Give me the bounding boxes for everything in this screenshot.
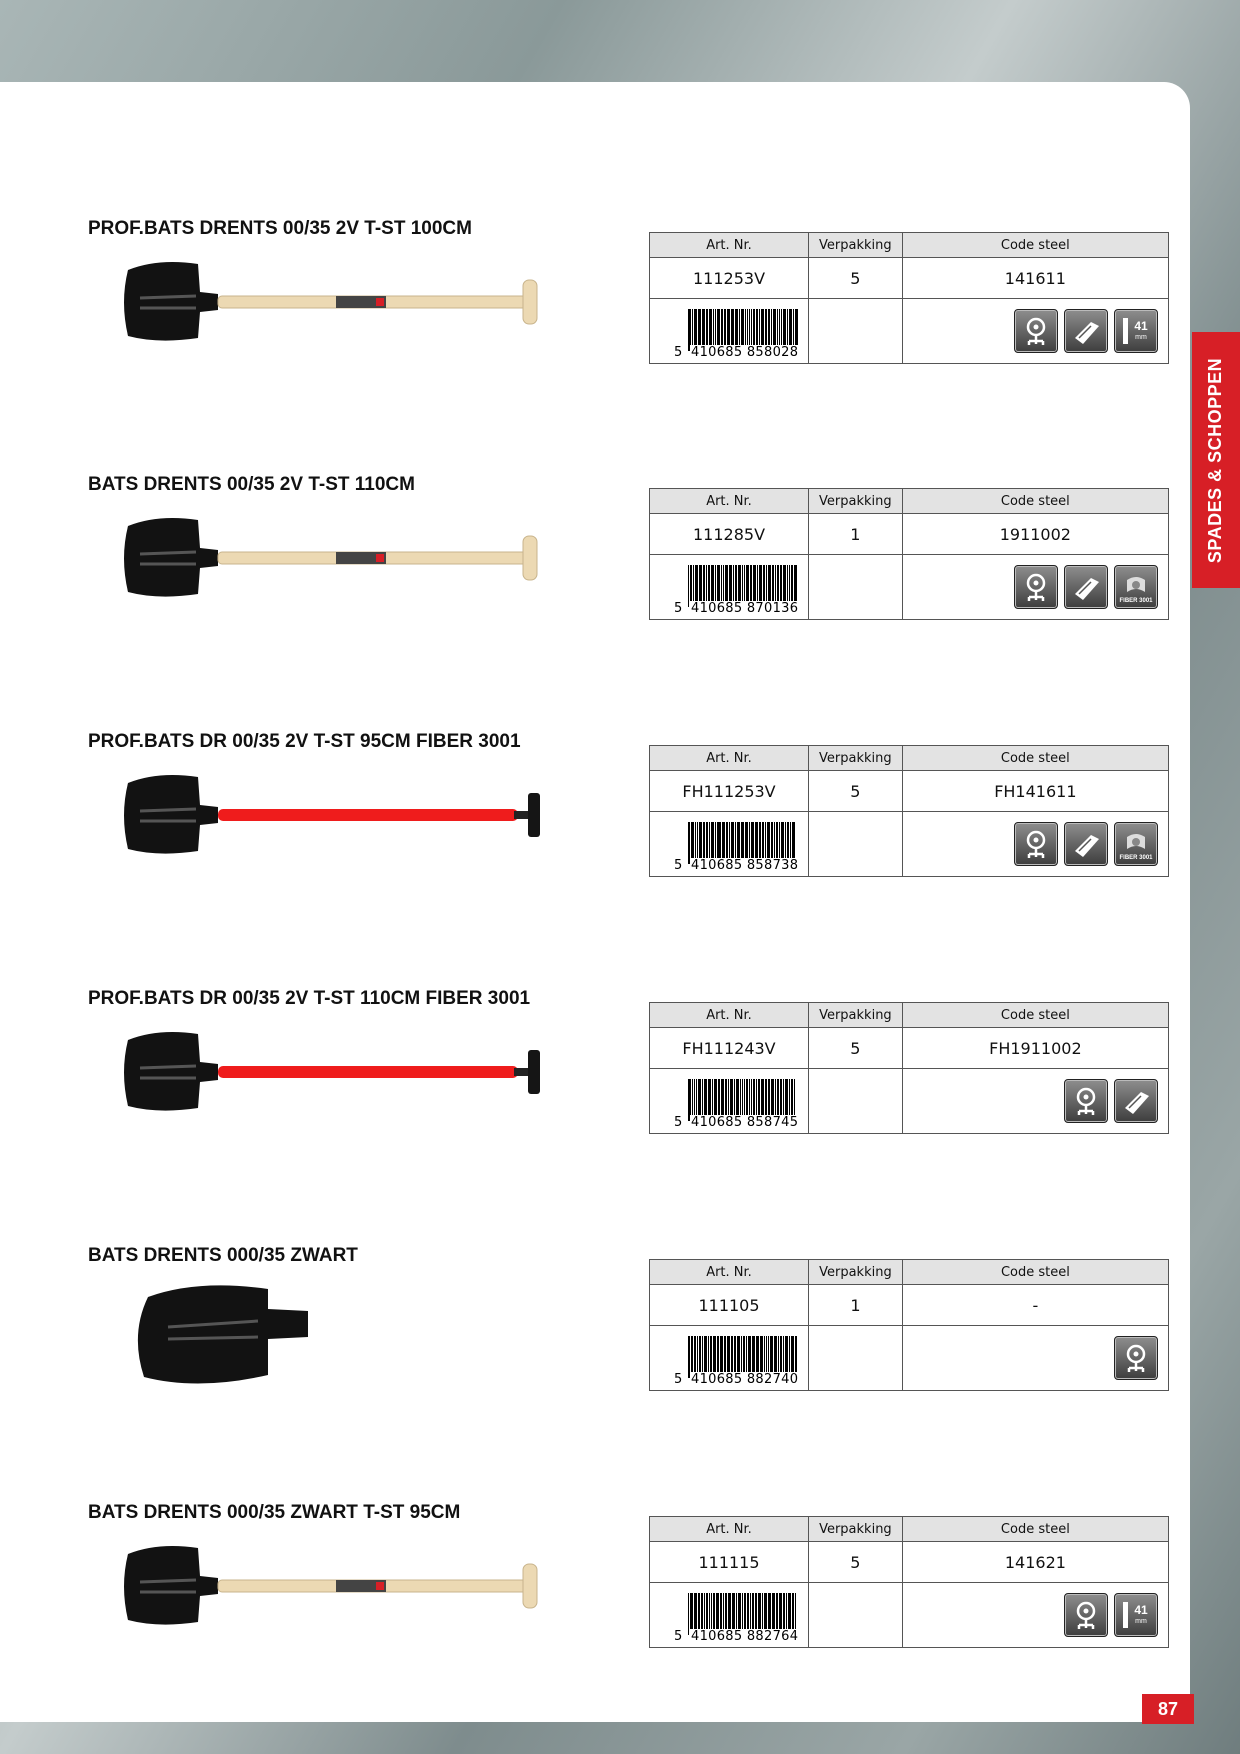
mm-unit: mm bbox=[1135, 1618, 1147, 1625]
art-nr-value: 111253V bbox=[650, 258, 809, 299]
barcode-row bbox=[650, 299, 1169, 364]
product-title: BATS DRENTS 000/35 ZWART bbox=[88, 1245, 358, 1266]
feature-icons bbox=[903, 309, 1168, 353]
verpakking-value: 1 bbox=[809, 1285, 903, 1326]
product-title: PROF.BATS DRENTS 00/35 2V T-ST 100CM bbox=[88, 218, 472, 239]
header-code-steel: Code steel bbox=[902, 1260, 1168, 1285]
mm-unit: mm bbox=[1135, 334, 1147, 341]
spec-value-row bbox=[650, 1285, 1169, 1326]
header-verpakking: Verpakking bbox=[809, 1517, 903, 1542]
code-steel-value: FH141611 bbox=[902, 771, 1168, 812]
code-steel-value: 141611 bbox=[902, 258, 1168, 299]
fiber-3001-icon bbox=[1114, 822, 1158, 866]
barcode-lead-digit: 5 bbox=[674, 1115, 683, 1130]
mm-value: 41 bbox=[1134, 319, 1148, 333]
product-entry bbox=[0, 1245, 1190, 1485]
barcode bbox=[650, 1326, 808, 1390]
product-title: BATS DRENTS 000/35 ZWART T-ST 95CM bbox=[88, 1502, 461, 1523]
header-art-nr: Art. Nr. bbox=[650, 233, 809, 258]
barcode-lead-digit: 5 bbox=[674, 1372, 683, 1387]
barcode-digits: 410685 858738 bbox=[691, 858, 799, 873]
art-nr-value: FH111243V bbox=[650, 1028, 809, 1069]
header-verpakking: Verpakking bbox=[809, 1003, 903, 1028]
mm-value: 41 bbox=[1134, 1603, 1148, 1617]
barcode-row bbox=[650, 1326, 1169, 1391]
verpakking-value: 1 bbox=[809, 514, 903, 555]
spec-value-row bbox=[650, 258, 1169, 299]
spec-value-row bbox=[650, 771, 1169, 812]
verpakking-value: 5 bbox=[809, 258, 903, 299]
blade-icon bbox=[1064, 309, 1108, 353]
product-title: BATS DRENTS 00/35 2V T-ST 110CM bbox=[88, 474, 415, 495]
spec-value-row bbox=[650, 1028, 1169, 1069]
barcode bbox=[650, 1069, 808, 1133]
verpakking-value: 5 bbox=[809, 1542, 903, 1583]
verpakking-value: 5 bbox=[809, 1028, 903, 1069]
fiber-label: FIBER 3001 bbox=[1119, 598, 1153, 604]
41mm-icon bbox=[1114, 1593, 1158, 1637]
blade-icon bbox=[1064, 822, 1108, 866]
barcode-digits: 410685 858028 bbox=[691, 345, 799, 360]
barcode-lead-digit: 5 bbox=[674, 345, 683, 360]
barcode bbox=[650, 1583, 808, 1647]
spec-header-row bbox=[650, 1260, 1169, 1285]
header-code-steel: Code steel bbox=[902, 489, 1168, 514]
art-nr-value: FH111253V bbox=[650, 771, 809, 812]
spec-header-row bbox=[650, 233, 1169, 258]
spec-header-row bbox=[650, 746, 1169, 771]
header-verpakking: Verpakking bbox=[809, 489, 903, 514]
barcode-row bbox=[650, 1583, 1169, 1648]
product-title: PROF.BATS DR 00/35 2V T-ST 110CM FIBER 3001 bbox=[88, 988, 531, 1009]
header-code-steel: Code steel bbox=[902, 1003, 1168, 1028]
barcode-row bbox=[650, 555, 1169, 620]
steering-wheel-icon bbox=[1064, 1079, 1108, 1123]
header-art-nr: Art. Nr. bbox=[650, 489, 809, 514]
steering-wheel-icon bbox=[1014, 565, 1058, 609]
product-entry bbox=[0, 1502, 1190, 1742]
fiber-3001-icon bbox=[1114, 565, 1158, 609]
code-steel-value: - bbox=[902, 1285, 1168, 1326]
feature-icons bbox=[903, 1593, 1168, 1637]
verpakking-value: 5 bbox=[809, 771, 903, 812]
fiber-label: FIBER 3001 bbox=[1119, 855, 1153, 861]
feature-icons bbox=[903, 1336, 1168, 1380]
spec-table bbox=[649, 488, 1169, 620]
blade-icon bbox=[1064, 565, 1108, 609]
steering-wheel-icon bbox=[1114, 1336, 1158, 1380]
product-image bbox=[118, 252, 578, 362]
header-art-nr: Art. Nr. bbox=[650, 746, 809, 771]
spec-table bbox=[649, 1516, 1169, 1648]
feature-icons bbox=[903, 1079, 1168, 1123]
steering-wheel-icon bbox=[1064, 1593, 1108, 1637]
spec-header-row bbox=[650, 1003, 1169, 1028]
barcode bbox=[650, 555, 808, 619]
section-tab-label: SPADES & SCHOPPEN bbox=[1205, 357, 1226, 563]
spec-table bbox=[649, 1259, 1169, 1391]
41mm-icon bbox=[1114, 309, 1158, 353]
spec-table bbox=[649, 745, 1169, 877]
barcode-lead-digit: 5 bbox=[674, 601, 683, 616]
header-art-nr: Art. Nr. bbox=[650, 1003, 809, 1028]
barcode-row bbox=[650, 1069, 1169, 1134]
product-entry bbox=[0, 988, 1190, 1228]
barcode-digits: 410685 882740 bbox=[691, 1372, 799, 1387]
header-verpakking: Verpakking bbox=[809, 233, 903, 258]
header-code-steel: Code steel bbox=[902, 233, 1168, 258]
barcode bbox=[650, 812, 808, 876]
product-title: PROF.BATS DR 00/35 2V T-ST 95CM FIBER 3001 bbox=[88, 731, 521, 752]
art-nr-value: 111105 bbox=[650, 1285, 809, 1326]
code-steel-value: FH1911002 bbox=[902, 1028, 1168, 1069]
barcode-row bbox=[650, 812, 1169, 877]
art-nr-value: 111115 bbox=[650, 1542, 809, 1583]
header-code-steel: Code steel bbox=[902, 746, 1168, 771]
spec-header-row bbox=[650, 1517, 1169, 1542]
blade-icon bbox=[1114, 1079, 1158, 1123]
art-nr-value: 111285V bbox=[650, 514, 809, 555]
product-entry bbox=[0, 474, 1190, 714]
product-entry bbox=[0, 218, 1190, 458]
product-image bbox=[118, 1536, 578, 1646]
product-image bbox=[118, 508, 578, 618]
product-image bbox=[118, 1279, 578, 1389]
spec-value-row bbox=[650, 1542, 1169, 1583]
barcode-lead-digit: 5 bbox=[674, 858, 683, 873]
barcode bbox=[650, 299, 808, 363]
barcode-lead-digit: 5 bbox=[674, 1629, 683, 1644]
spec-value-row bbox=[650, 514, 1169, 555]
header-art-nr: Art. Nr. bbox=[650, 1260, 809, 1285]
feature-icons bbox=[903, 822, 1168, 866]
barcode-digits: 410685 882764 bbox=[691, 1629, 799, 1644]
spec-table bbox=[649, 232, 1169, 364]
spec-header-row bbox=[650, 489, 1169, 514]
header-art-nr: Art. Nr. bbox=[650, 1517, 809, 1542]
feature-icons bbox=[903, 565, 1168, 609]
barcode-digits: 410685 858745 bbox=[691, 1115, 799, 1130]
header-verpakking: Verpakking bbox=[809, 1260, 903, 1285]
header-verpakking: Verpakking bbox=[809, 746, 903, 771]
barcode-digits: 410685 870136 bbox=[691, 601, 799, 616]
page-number: 87 bbox=[1142, 1694, 1194, 1724]
steering-wheel-icon bbox=[1014, 822, 1058, 866]
product-entry bbox=[0, 731, 1190, 971]
steering-wheel-icon bbox=[1014, 309, 1058, 353]
product-image bbox=[118, 765, 578, 875]
product-image bbox=[118, 1022, 578, 1132]
spec-table bbox=[649, 1002, 1169, 1134]
code-steel-value: 141621 bbox=[902, 1542, 1168, 1583]
header-code-steel: Code steel bbox=[902, 1517, 1168, 1542]
code-steel-value: 1911002 bbox=[902, 514, 1168, 555]
section-tab bbox=[1192, 332, 1240, 588]
